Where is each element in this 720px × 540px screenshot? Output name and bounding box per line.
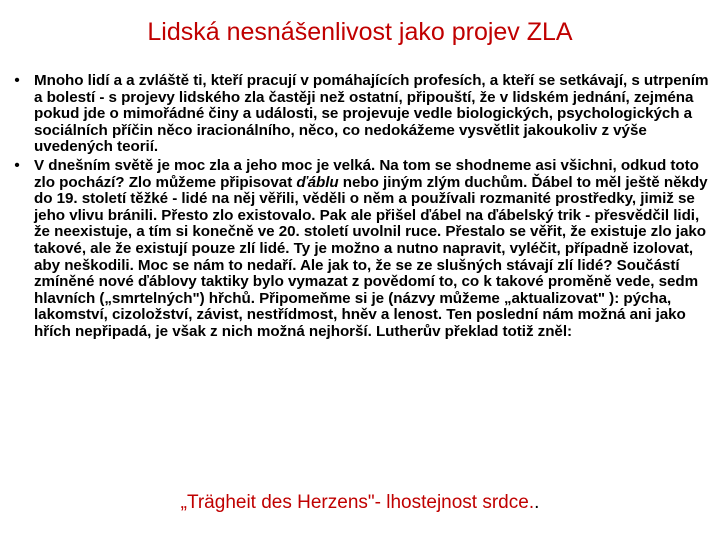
bullet-text-2-italic: ďáblu <box>296 173 339 191</box>
bullet-text-2-part-2: nebo jiným zlým duchům. Ďábel to měl ještě někdy do 19. století těžké - lidé na něj věřili, věděli o něm a používali rozmanité prostředky, jimiž se jeho vlivu bránili. Přesto zlo existovalo. Pak ale přišel ďábel na ďábelský trik - přesvědčil lidi, že neexistuje, a tím si konečně ve 20. století uvolnil ruce. Přestalo se věřit, že existuje zlo jako takové, ale že existují pouze zlí lidé. Ty je možno a nutno napravit, vyléčit, případně izolovat, aby neškodili. Moc se nám to nedaří. Ale jak to, že se ze slušných stávají zlí lidé? Součástí zmíněné nové ďáblovy taktiky bylo vymazat z povědomí to, co k takové proměně vede, sedm hlavních („smrtelných") hřchů. Připomeňme si je (názvy můžeme „aktualizovat" ): pýcha, lakomství, cizoložství, závist, nestřídmost, hněv a lenost. Ten poslední nám možná ani jako hřích nepřipadá, je však z nich možná nejhorší. Lutherův překlad totiž zněl: <box>34 173 708 340</box>
bullet-icon: • <box>14 156 20 174</box>
bullet-item-2 <box>8 158 713 341</box>
bullet-text-2-part-1: V dnešním světě je moc zla a jeho moc je velká. Na tom se shodneme asi všichni, odkud toto zlo pochází? Zlo můžeme připisovat <box>34 156 699 191</box>
slide-title: Lidská nesnášenlivost jako projev ZLA <box>147 18 573 46</box>
closing-line <box>0 492 720 514</box>
bullet-list <box>8 73 713 343</box>
closing-tail: . <box>534 492 540 513</box>
bullet-item-1 <box>8 73 713 156</box>
bullet-icon: • <box>14 72 20 89</box>
closing-quote: „Trägheit des Herzens"- lhostejnost srdce. <box>180 492 535 513</box>
bullet-text-2 <box>34 157 708 340</box>
bullet-text-1: Mnoho lidí a a zvláště ti, kteří pracují v pomáhajících profesích, a kteří se setkávají, s utrpením a bolestí - s projevy lidského zla častěji než ostatní, připouští, že v lidském jednání, zejména pokud jde o mimořádné činy a události, se projevuje vedle biologických, psychologických a sociálních příčin něco iracionálního, něco, co nedokážeme vysvětlit jakoukoliv z výše uvedených teorií. <box>34 72 709 156</box>
